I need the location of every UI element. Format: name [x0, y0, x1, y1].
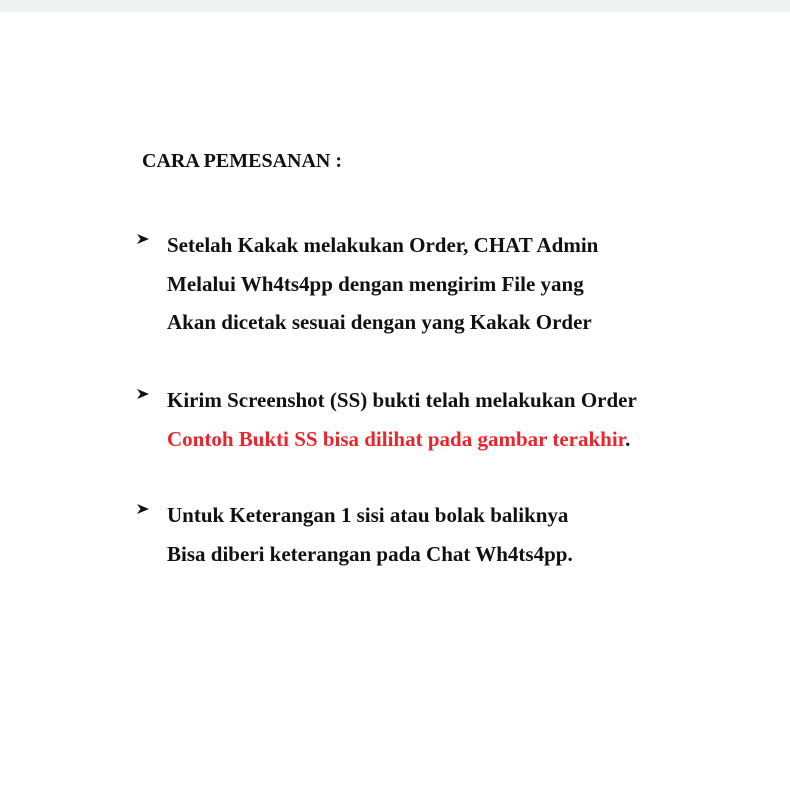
highlight-text: Contoh Bukti SS bisa dilihat pada gambar terakhir: [167, 426, 626, 451]
highlight-suffix: .: [625, 426, 631, 451]
bullet-line: Melalui Wh4ts4pp dengan mengirim File yang: [167, 271, 584, 296]
bullet-text: [167, 381, 637, 458]
arrow-bullet-icon: [136, 387, 150, 401]
arrow-bullet-icon: [136, 502, 150, 516]
page-heading: CARA PEMESANAN :: [142, 150, 342, 172]
bullet-line-highlight: [167, 420, 637, 459]
bullet-line: Akan dicetak sesuai dengan yang Kakak Order: [167, 310, 592, 334]
bullet-line: Bisa diberi keterangan pada Chat Wh4ts4pp.: [167, 541, 573, 566]
bullet-line: Untuk Keterangan 1 sisi atau bolak baliknya: [167, 503, 569, 527]
top-bar: [0, 0, 790, 12]
bullet-line: Kirim Screenshot (SS) bukti telah melakukan Order: [167, 388, 637, 412]
arrow-bullet-icon: [136, 232, 150, 246]
bullet-line: Setelah Kakak melakukan Order, CHAT Admin: [167, 233, 599, 257]
bullet-text: [167, 496, 573, 573]
bullet-text: [167, 226, 598, 342]
